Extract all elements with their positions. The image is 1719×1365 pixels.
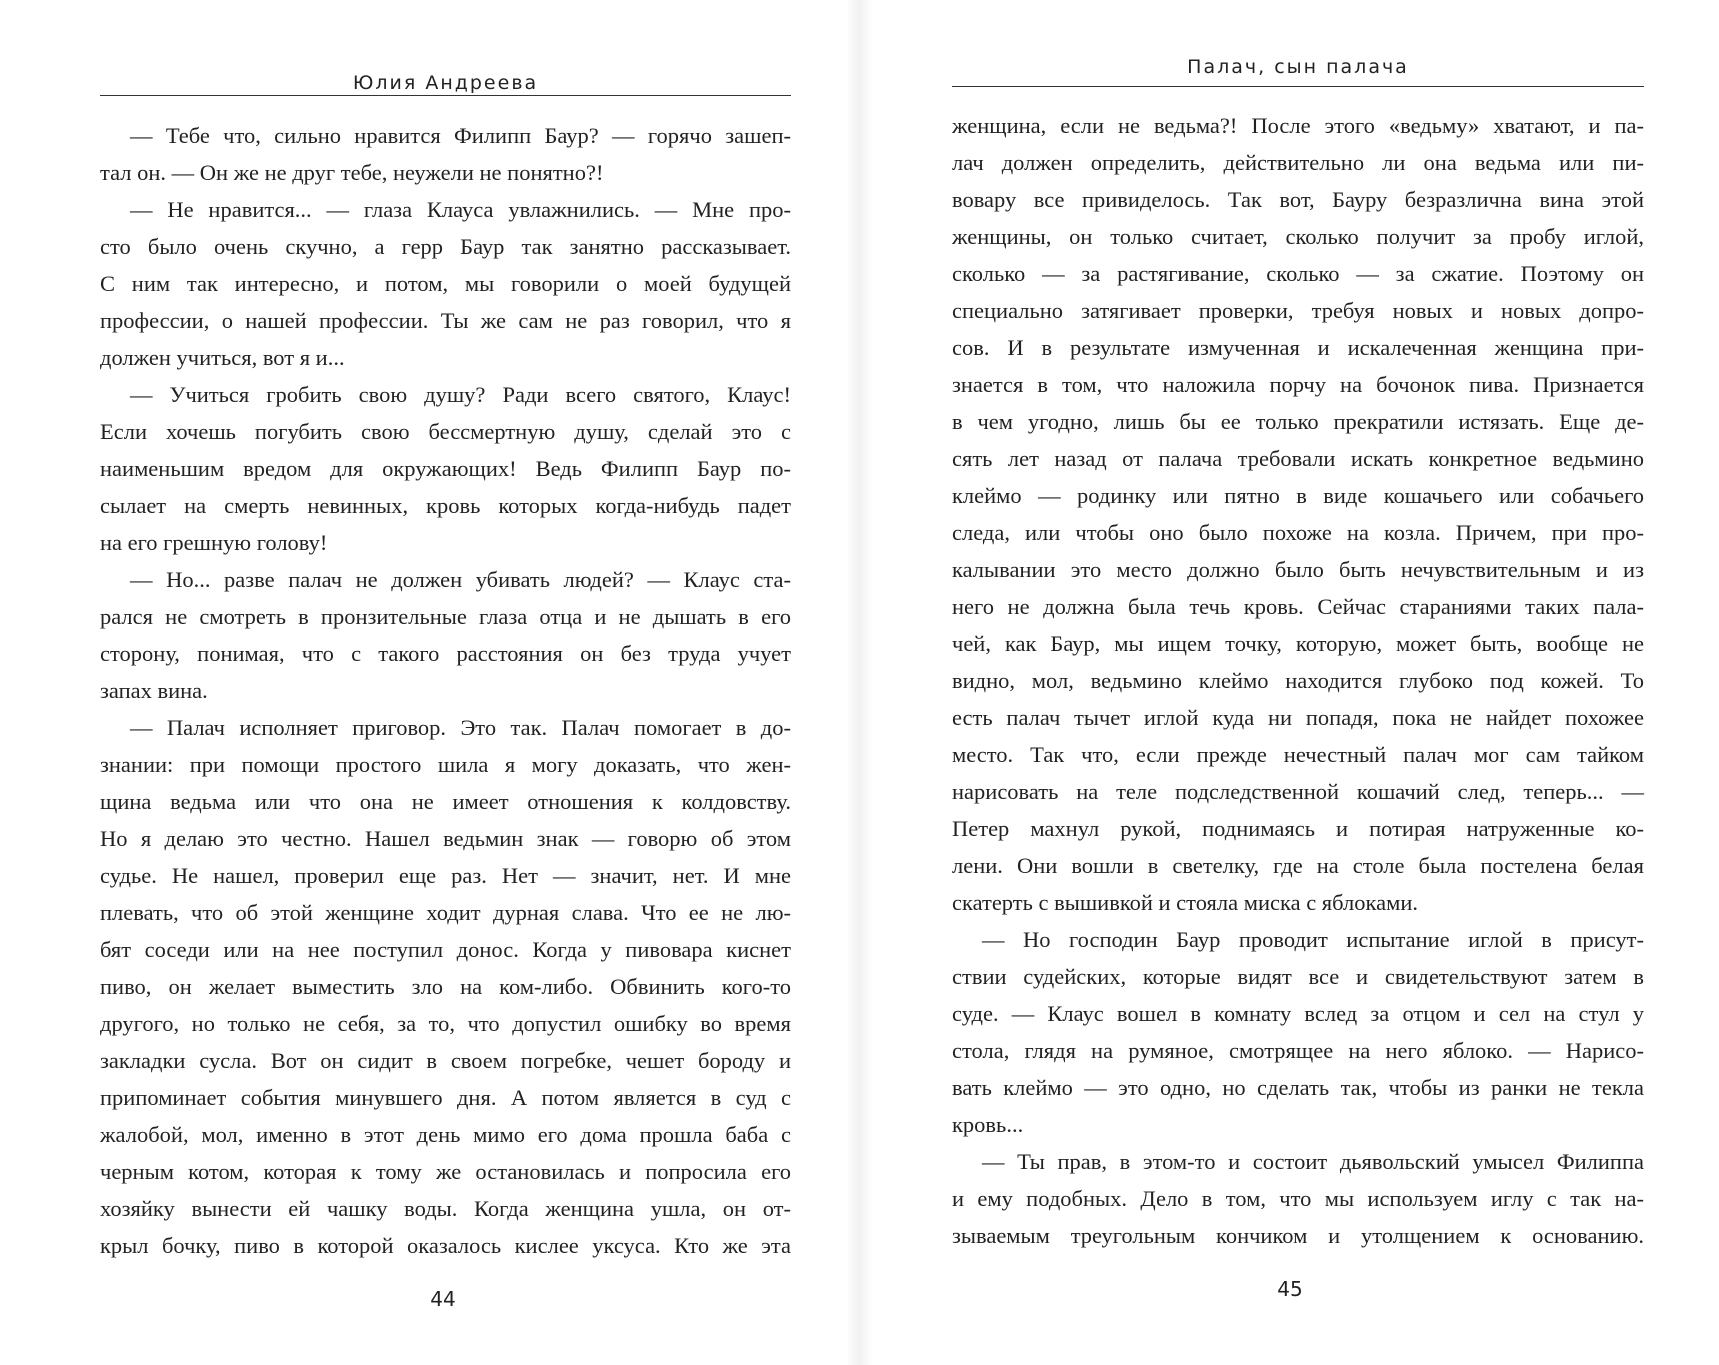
text-line: — Ты прав, в этом-то и состоит дьявольский умысел Филиппа [982,1149,1644,1174]
text-line: сять лет назад от палача требовали искать конкретное ведьмино [952,446,1644,471]
text-line: — Не нравится... — глаза Клауса увлажнились. — Мне про- [130,197,791,222]
header-rule [100,95,791,96]
text-line: — Но господин Баур проводит испытание иглой в присут- [982,927,1644,952]
text-line: жалобой, мол, именно в этот день мимо его дома прошла баба с [100,1122,791,1147]
text-line: на его грешную голову! [100,530,328,555]
text-line: Но я делаю это честно. Нашел ведьмин знак — говорю об этом [100,826,791,851]
text-line: суде. — Клаус вошел в комнату вслед за отцом и сел на стул у [952,1001,1644,1026]
left-page [0,0,859,1365]
text-line: бят соседи или на нее поступил донос. Когда у пивовара киснет [100,937,791,962]
text-line: сылает на смерть невинных, кровь которых когда-нибудь падет [100,493,791,518]
text-line: ствии судейских, которые видят все и свидетельствуют затем в [952,964,1644,989]
text-line: пиво, он желает выместить зло на ком-либо. Обвинить кого-то [100,974,791,999]
text-line: женщины, он только считает, сколько получит за пробу иглой, [952,224,1644,249]
header-rule [952,86,1644,87]
body-text [952,107,1644,1254]
text-line: кровь... [952,1112,1024,1137]
text-line: женщина, если не ведьма?! После этого «ведьму» хватают, и па- [952,113,1644,138]
text-line: сов. И в результате измученная и искалеченная женщина при- [952,335,1644,360]
text-line: зываемым треугольным кончиком и утолщением к основанию. [952,1223,1644,1248]
text-line: запах вина. [100,678,208,703]
text-line: должен учиться, вот я и... [100,345,345,370]
text-line: место. Так что, если прежде нечестный палач мог сам тайком [952,742,1644,767]
text-line: С ним так интересно, и потом, мы говорили о моей будущей [100,271,791,296]
text-line: калывании это место должно было быть нечувствительным и из [952,557,1644,582]
text-line: специально затягивает проверки, требуя новых и новых допро- [952,298,1644,323]
text-line: рался не смотреть в пронзительные глаза отца и не дышать в его [100,604,791,629]
text-line: — Тебе что, сильно нравится Филипп Баур? — горячо зашеп- [130,123,791,148]
text-line: вовару все привиделось. Так вот, Бауру безразлична вина этой [952,187,1644,212]
text-line: следа, или чтобы оно было похоже на козла. Причем, при про- [952,520,1644,545]
text-line: — Но... разве палач не должен убивать людей? — Клаус ста- [130,567,791,592]
text-line: сколько — за растягивание, сколько — за сжатие. Поэтому он [952,261,1644,286]
text-line: есть палач тычет иглой куда ни попадя, пока не найдет похожее [952,705,1644,730]
text-line: профессии, о нашей профессии. Ты же сам не раз говорил, что я [100,308,791,333]
text-line: вать клеймо — это одно, но сделать так, чтобы из ранки не текла [952,1075,1644,1100]
text-line: закладки сусла. Вот он сидит в своем погребке, чешет бороду и [100,1048,791,1073]
text-line: — Учиться гробить свою душу? Ради всего святого, Клаус! [130,382,791,407]
text-line: Петер махнул рукой, поднимаясь и потирая натруженные ко- [952,816,1644,841]
text-line: в чем угодно, лишь бы ее только прекратили истязать. Еще де- [952,409,1644,434]
text-line: Если хочешь погубить свою бессмертную душу, сделай это с [100,419,791,444]
text-line: нарисовать на теле подследственной кошачий след, теперь... — [952,779,1644,804]
text-line: лени. Они вошли в светелку, где на столе была постелена белая [952,853,1644,878]
text-line: припоминает события минувшего дня. А потом является в суд с [100,1085,791,1110]
text-line: знается в том, что наложила порчу на бочонок пива. Признается [952,372,1644,397]
body-text [100,117,791,1264]
text-line: клеймо — родинку или пятно в виде кошачьего или собачьего [952,483,1644,508]
text-line: и ему подобных. Дело в том, что мы используем иглу с так на- [952,1186,1644,1211]
running-head-title: Палач, сын палача [1187,56,1409,78]
text-line: сторону, понимая, что с такого расстояния он без труда учует [100,641,791,666]
text-line: сто было очень скучно, а герр Баур так занятно рассказывает. [100,234,791,259]
text-line: чей, как Баур, мы ищем точку, которую, может быть, вообще не [952,631,1644,656]
text-line: — Палач исполняет приговор. Это так. Палач помогает в до- [130,715,791,740]
text-line: стола, глядя на румяное, смотрящее на него яблоко. — Нарисо- [952,1038,1644,1063]
text-line: тал он. — Он же не друг тебе, неужели не понятно?! [100,160,604,185]
text-line: плевать, что об этой женщине ходит дурная слава. Что ее не лю- [100,900,791,925]
text-line: видно, мол, ведьмино клеймо находится глубоко под кожей. То [952,668,1644,693]
text-line: щина ведьма или что она не имеет отношения к колдовству. [100,789,791,814]
text-line: лач должен определить, действительно ли она ведьма или пи- [952,150,1644,175]
text-line: черным котом, которая к тому же остановилась и попросила его [100,1159,791,1184]
text-line: скатерть с вышивкой и стояла миска с яблоками. [952,890,1418,915]
text-line: знании: при помощи простого шила я могу доказать, что жен- [100,752,791,777]
text-line: него не должна была течь кровь. Сейчас стараниями таких пала- [952,594,1644,619]
text-line: крыл бочку, пиво в которой оказалось кислее уксуса. Кто же эта [100,1233,791,1258]
page-number: 44 [430,1287,456,1311]
text-line: другого, но только не себя, за то, что допустил ошибку во время [100,1011,791,1036]
text-line: наименьшим вредом для окружающих! Ведь Филипп Баур по- [100,456,791,481]
running-head-author: Юлия Андреева [352,72,539,94]
text-line: хозяйку вынести ей чашку воды. Когда женщина ушла, он от- [100,1196,791,1221]
right-page [859,0,1718,1365]
text-line: судье. Не нашел, проверил еще раз. Нет — значит, нет. И мне [100,863,791,888]
page-number: 45 [1277,1277,1303,1301]
